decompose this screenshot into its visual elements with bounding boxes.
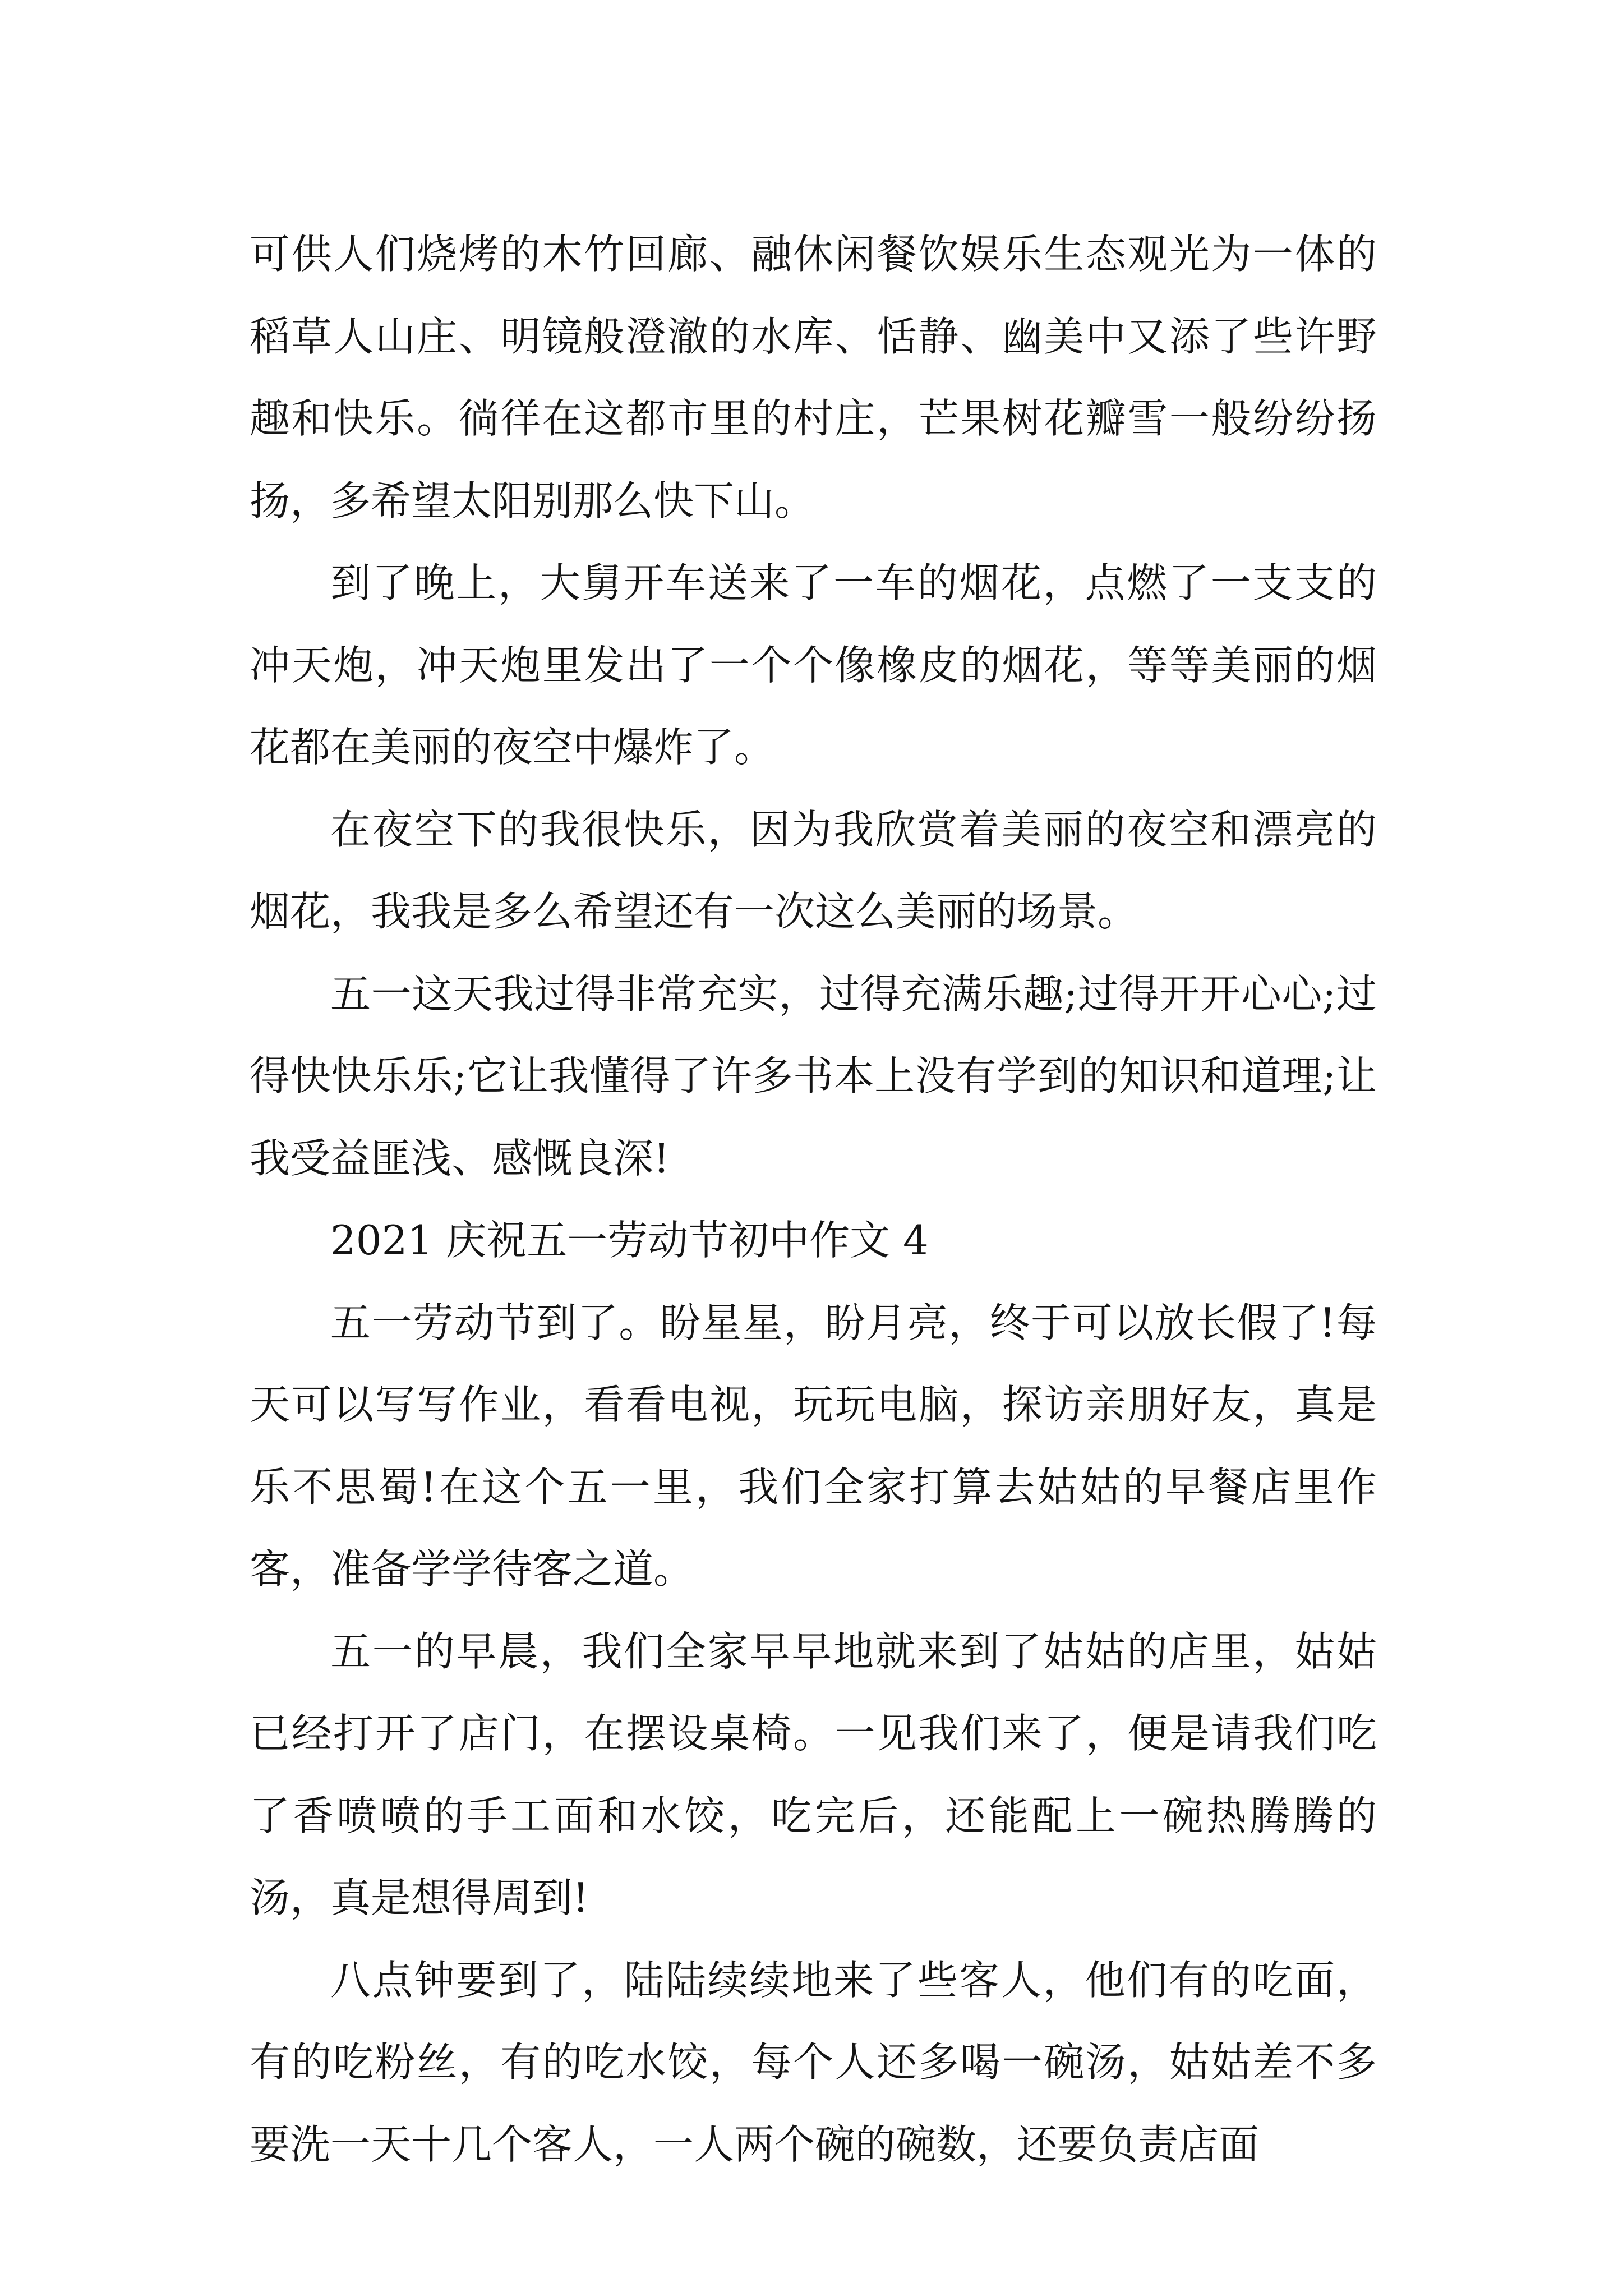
- paragraph-4: 五一这天我过得非常充实，过得充满乐趣;过得开开心心;过得快快乐乐;它让我懂得了许多书本上没有学到的知识和道理;让我受益匪浅、感慨良深!: [250, 970, 1377, 1182]
- paragraph-7: 八点钟要到了，陆陆续续地来了些客人，他们有的吃面，有的吃粉丝，有的吃水饺，每个人还多喝一碗汤，姑姑差不多要洗一天十几个客人，一人两个碗的碗数，还要负责店面: [250, 1956, 1377, 2168]
- document-page: [250, 213, 1377, 2185]
- paragraph-2: 到了晚上，大舅开车送来了一车的烟花，点燃了一支支的冲天炮，冲天炮里发出了一个个像橡皮的烟花，等等美丽的烟花都在美丽的夜空中爆炸了。: [250, 559, 1377, 771]
- paragraph-5: 五一劳动节到了。盼星星，盼月亮，终于可以放长假了!每天可以写写作业，看看电视，玩玩电脑，探访亲朋好友，真是乐不思蜀!在这个五一里，我们全家打算去姑姑的早餐店里作客，准备学学待客之道。: [250, 1299, 1377, 1593]
- paragraph-3: 在夜空下的我很快乐，因为我欣赏着美丽的夜空和漂亮的烟花，我我是多么希望还有一次这么美丽的场景。: [250, 806, 1377, 935]
- paragraph-6: 五一的早晨，我们全家早早地就来到了姑姑的店里，姑姑已经打开了店门，在摆设桌椅。一见我们来了，便是请我们吃了香喷喷的手工面和水饺，吃完后，还能配上一碗热腾腾的汤，真是想得周到!: [250, 1627, 1377, 1921]
- section-heading: 2021 庆祝五一劳动节初中作文 4: [330, 1217, 929, 1264]
- paragraph-1: 可供人们烧烤的木竹回廊、融休闲餐饮娱乐生态观光为一体的稻草人山庄、明镜般澄澈的水库、恬静、幽美中又添了些许野趣和快乐。徜徉在这都市里的村庄，芒果树花瓣雪一般纷纷扬扬，多希望太阳别那么快下山。: [250, 231, 1377, 524]
